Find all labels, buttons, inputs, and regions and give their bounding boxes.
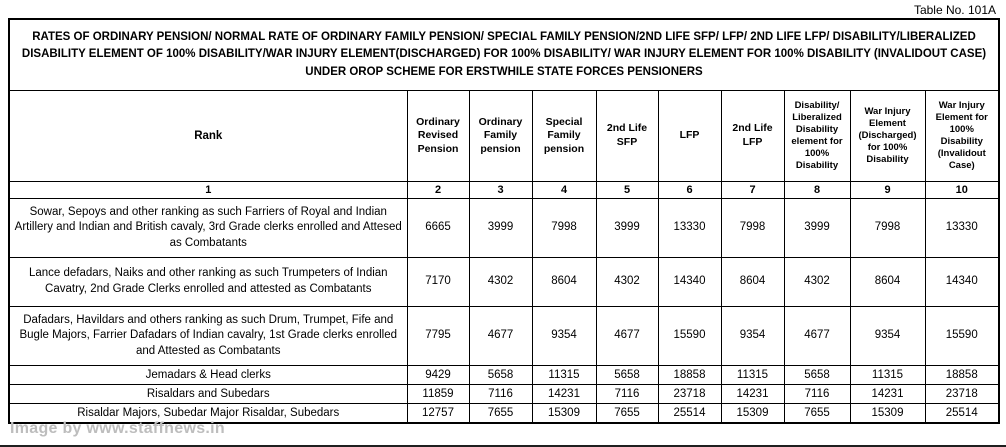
column-number: 3 bbox=[469, 182, 532, 199]
value-cell: 5658 bbox=[784, 366, 850, 385]
column-header-disability-element: Disability/ Liberalized Disability element for 100% Disability bbox=[784, 91, 850, 182]
value-cell: 3999 bbox=[469, 199, 532, 258]
rank-cell: Dafadars, Havildars and others ranking as such Drum, Trumpet, Fife and Bugle Majors, Farrier Dafadars of Indian cavalry, 1st Grade clerks enrolled and Attested as Combatants bbox=[9, 307, 407, 366]
value-cell: 4677 bbox=[469, 307, 532, 366]
column-header-special-family-pension: Special Family pension bbox=[532, 91, 596, 182]
rank-cell: Lance defadars, Naiks and other ranking as such Trumpeters of Indian Cavatry, 2nd Grade Clerks enrolled and attested as Combatants bbox=[9, 258, 407, 307]
title-row bbox=[9, 19, 999, 91]
value-cell: 8604 bbox=[532, 258, 596, 307]
table-title: RATES OF ORDINARY PENSION/ NORMAL RATE OF ORDINARY FAMILY PENSION/ SPECIAL FAMILY PENSION/2ND LIFE SFP/ LFP/ 2ND LIFE LFP/ DISABILITY/LIBERALIZED DISABILITY ELEMENT OF 100% DISABILITY/WAR INJURY ELEMENT(DISCHARGED) FOR 100% DISABILITY/ WAR INJURY ELEMENT FOR 100% DISABILITY (INVALIDOUT CASE) UNDER OROP SCHEME FOR ERSTWHILE STATE FORCES PENSIONERS bbox=[9, 19, 999, 91]
value-cell: 15309 bbox=[721, 404, 784, 424]
value-cell: 7116 bbox=[596, 385, 658, 404]
column-header-ordinary-revised-pension: Ordinary Revised Pension bbox=[407, 91, 469, 182]
value-cell: 15309 bbox=[850, 404, 925, 424]
value-cell: 7655 bbox=[469, 404, 532, 424]
value-cell: 15590 bbox=[658, 307, 721, 366]
value-cell: 4302 bbox=[596, 258, 658, 307]
watermark-text: Image by www.staffnews.in bbox=[10, 420, 225, 437]
value-cell: 9429 bbox=[407, 366, 469, 385]
value-cell: 14231 bbox=[721, 385, 784, 404]
column-number: 5 bbox=[596, 182, 658, 199]
table-row bbox=[9, 366, 999, 385]
value-cell: 9354 bbox=[721, 307, 784, 366]
table-number-label: Table No. 101A bbox=[913, 3, 996, 17]
rank-cell: Sowar, Sepoys and other ranking as such Farriers of Royal and Indian Artillery and Indian and British cavaly, 3rd Grade clerks enrolled and Attesed as Combatants bbox=[9, 199, 407, 258]
value-cell: 25514 bbox=[658, 404, 721, 424]
value-cell: 11315 bbox=[850, 366, 925, 385]
column-header-war-injury-discharged: War Injury Element (Discharged) for 100% Disability bbox=[850, 91, 925, 182]
column-number: 7 bbox=[721, 182, 784, 199]
value-cell: 7795 bbox=[407, 307, 469, 366]
column-number: 4 bbox=[532, 182, 596, 199]
value-cell: 18858 bbox=[925, 366, 999, 385]
table-row bbox=[9, 199, 999, 258]
rank-cell: Risaldars and Subedars bbox=[9, 385, 407, 404]
value-cell: 8604 bbox=[850, 258, 925, 307]
value-cell: 14340 bbox=[925, 258, 999, 307]
value-cell: 23718 bbox=[925, 385, 999, 404]
value-cell: 3999 bbox=[596, 199, 658, 258]
column-header-2nd-life-lfp: 2nd Life LFP bbox=[721, 91, 784, 182]
rank-cell: Risaldar Majors, Subedar Major Risaldar, Subedars bbox=[9, 404, 407, 424]
value-cell: 8604 bbox=[721, 258, 784, 307]
value-cell: 14340 bbox=[658, 258, 721, 307]
column-number: 1 bbox=[9, 182, 407, 199]
table-row bbox=[9, 258, 999, 307]
column-header-2nd-life-sfp: 2nd Life SFP bbox=[596, 91, 658, 182]
value-cell: 7998 bbox=[850, 199, 925, 258]
column-number: 6 bbox=[658, 182, 721, 199]
column-number-row bbox=[9, 182, 999, 199]
value-cell: 11859 bbox=[407, 385, 469, 404]
column-header-lfp: LFP bbox=[658, 91, 721, 182]
value-cell: 4677 bbox=[784, 307, 850, 366]
value-cell: 4302 bbox=[784, 258, 850, 307]
value-cell: 7998 bbox=[532, 199, 596, 258]
table-row bbox=[9, 385, 999, 404]
value-cell: 6665 bbox=[407, 199, 469, 258]
value-cell: 14231 bbox=[532, 385, 596, 404]
value-cell: 4302 bbox=[469, 258, 532, 307]
column-number: 10 bbox=[925, 182, 999, 199]
value-cell: 13330 bbox=[925, 199, 999, 258]
rank-cell: Jemadars & Head clerks bbox=[9, 366, 407, 385]
value-cell: 11315 bbox=[532, 366, 596, 385]
value-cell: 12757 bbox=[407, 404, 469, 424]
column-header-war-injury-invalidout: War Injury Element for 100% Disability (Invalidout Case) bbox=[925, 91, 999, 182]
column-number: 9 bbox=[850, 182, 925, 199]
value-cell: 7170 bbox=[407, 258, 469, 307]
value-cell: 7116 bbox=[784, 385, 850, 404]
value-cell: 9354 bbox=[532, 307, 596, 366]
column-header-rank: Rank bbox=[9, 91, 407, 182]
value-cell: 15590 bbox=[925, 307, 999, 366]
value-cell: 9354 bbox=[850, 307, 925, 366]
value-cell: 15309 bbox=[532, 404, 596, 424]
header-row bbox=[9, 91, 999, 182]
value-cell: 13330 bbox=[658, 199, 721, 258]
value-cell: 11315 bbox=[721, 366, 784, 385]
value-cell: 4677 bbox=[596, 307, 658, 366]
value-cell: 7655 bbox=[784, 404, 850, 424]
column-header-ordinary-family-pension: Ordinary Family pension bbox=[469, 91, 532, 182]
value-cell: 18858 bbox=[658, 366, 721, 385]
value-cell: 7655 bbox=[596, 404, 658, 424]
value-cell: 5658 bbox=[596, 366, 658, 385]
value-cell: 23718 bbox=[658, 385, 721, 404]
value-cell: 7998 bbox=[721, 199, 784, 258]
value-cell: 5658 bbox=[469, 366, 532, 385]
table-row bbox=[9, 307, 999, 366]
value-cell: 14231 bbox=[850, 385, 925, 404]
pension-rates-table bbox=[8, 18, 1000, 424]
column-number: 2 bbox=[407, 182, 469, 199]
value-cell: 25514 bbox=[925, 404, 999, 424]
column-number: 8 bbox=[784, 182, 850, 199]
value-cell: 3999 bbox=[784, 199, 850, 258]
value-cell: 7116 bbox=[469, 385, 532, 404]
